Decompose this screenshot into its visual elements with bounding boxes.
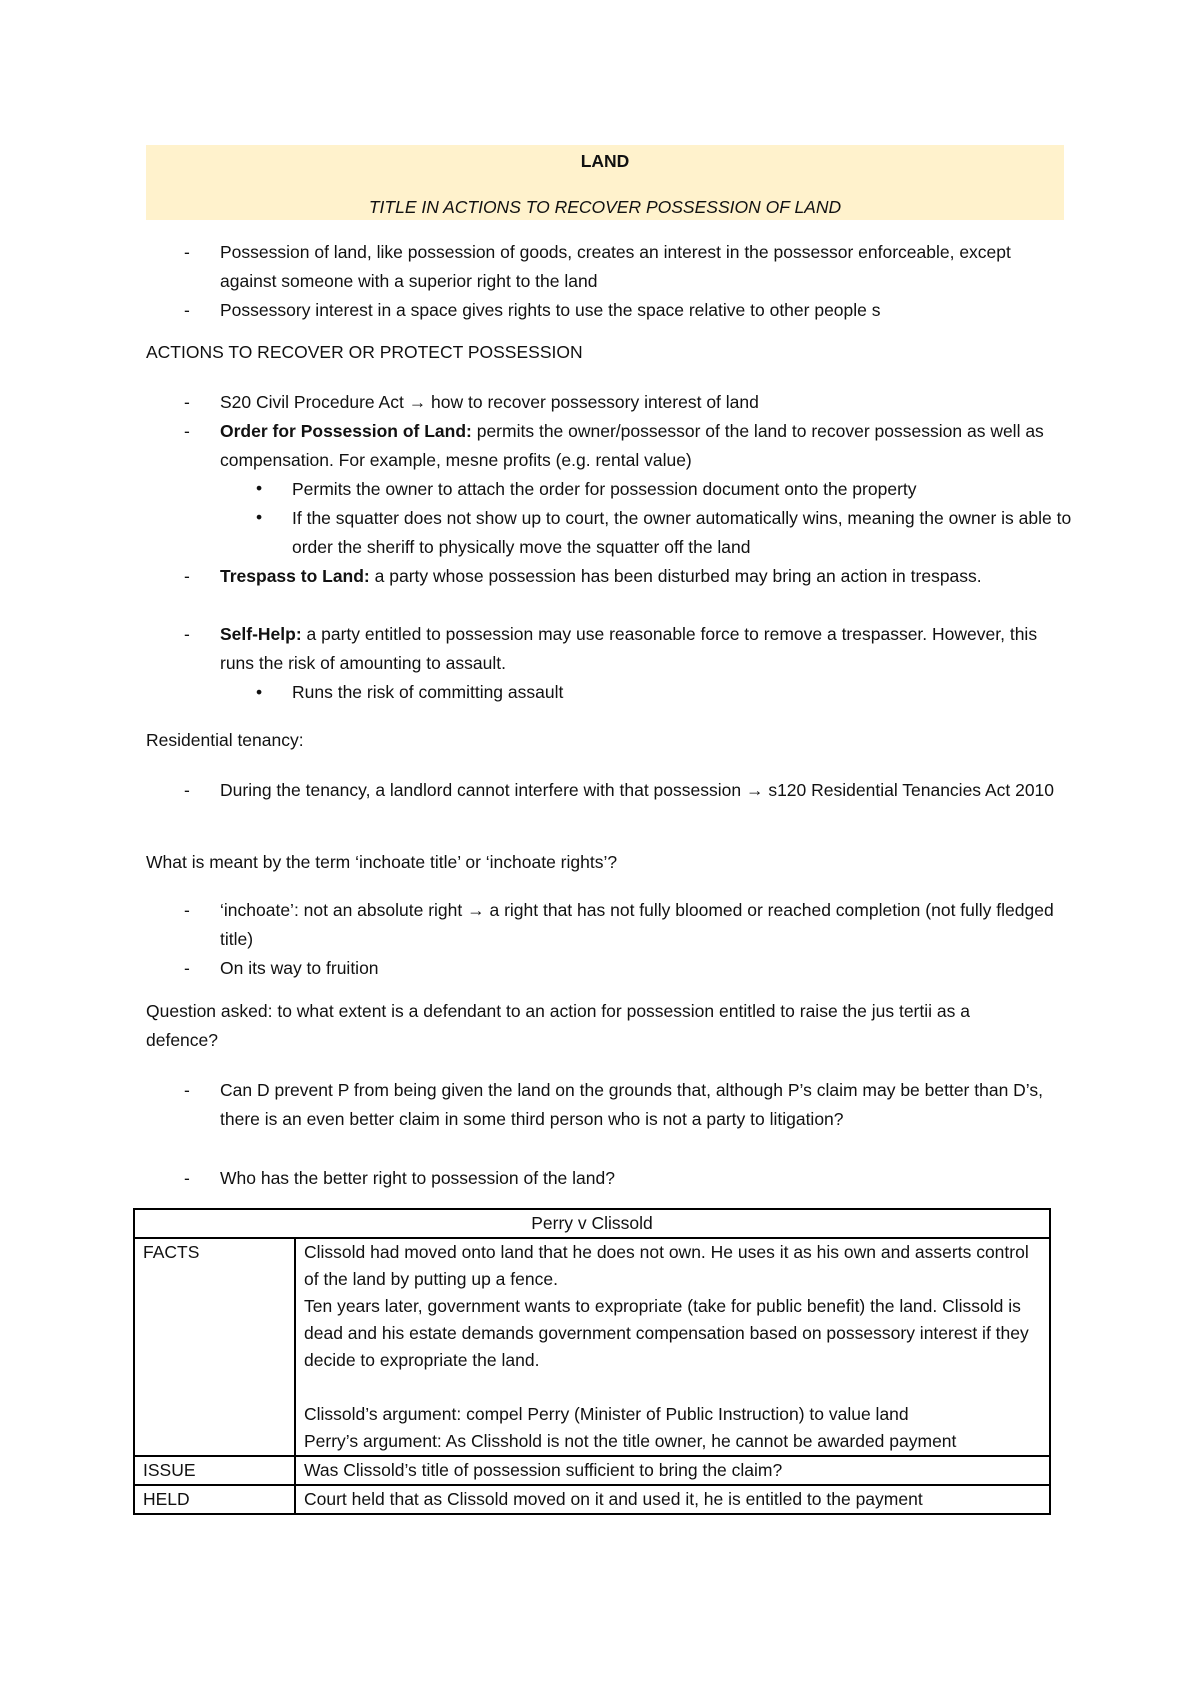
facts-label: FACTS bbox=[134, 1238, 295, 1456]
list-item bbox=[220, 562, 1070, 591]
dash-bullet: - bbox=[184, 392, 190, 412]
dash-bullet: - bbox=[184, 1080, 190, 1100]
fact-line: Clissold had moved onto land that he does not own. He uses it as his own and asserts control of the land by putting up a fence. bbox=[304, 1242, 1029, 1289]
case-title: Perry v Clissold bbox=[134, 1209, 1050, 1238]
spacer bbox=[304, 1374, 1041, 1401]
dash-bullet: - bbox=[184, 421, 190, 441]
term-bold: Trespass to Land: bbox=[220, 566, 370, 586]
list-item: During the tenancy, a landlord cannot interfere with that possession → s120 Residential Tenancies Act 2010 bbox=[220, 780, 1055, 800]
sub-list-item: Runs the risk of committing assault bbox=[292, 682, 564, 702]
dash-bullet: - bbox=[184, 958, 190, 978]
list-item: Who has the better right to possession of the land? bbox=[220, 1168, 615, 1188]
section-heading-actions: ACTIONS TO RECOVER OR PROTECT POSSESSION bbox=[146, 342, 583, 362]
dash-bullet: - bbox=[184, 624, 190, 644]
section-heading-residential: Residential tenancy: bbox=[146, 730, 304, 750]
sub-list-item: If the squatter does not show up to court, the owner automatically wins, meaning the owner is able to order the sheriff to physically move the squatter off the land bbox=[292, 508, 1072, 557]
sub-list-item: Permits the owner to attach the order for possession document onto the property bbox=[292, 479, 917, 499]
term-text: permits the owner/possessor of the land to recover possession as well as compensation. For example, mesne profits (e.g. rental value) bbox=[220, 421, 1044, 470]
fact-line: Ten years later, government wants to expropriate (take for public benefit) the land. Clissold is dead and his estate demands government compensation based on possessory interest if they decide to expropriate the land. bbox=[304, 1296, 1029, 1370]
dash-bullet: - bbox=[184, 1168, 190, 1188]
document-subtitle: TITLE IN ACTIONS TO RECOVER POSSESSION OF LAND bbox=[368, 197, 842, 217]
held-label: HELD bbox=[134, 1485, 295, 1514]
table-row bbox=[134, 1456, 1050, 1485]
list-item bbox=[220, 417, 1070, 475]
list-item: Possessory interest in a space gives rights to use the space relative to other people s bbox=[220, 300, 881, 320]
term-bold: Self-Help: bbox=[220, 624, 302, 644]
fact-line: Clissold’s argument: compel Perry (Minister of Public Instruction) to value land bbox=[304, 1404, 909, 1424]
held-cell: Court held that as Clissold moved on it and used it, he is entitled to the payment bbox=[295, 1485, 1050, 1514]
term-bold: Order for Possession of Land: bbox=[220, 421, 472, 441]
list-item: ‘inchoate’: not an absolute right → a right that has not fully bloomed or reached completion (not fully fledged title) bbox=[220, 900, 1054, 949]
section-heading-inchoate: What is meant by the term ‘inchoate title’ or ‘inchoate rights’? bbox=[146, 852, 618, 872]
dot-bullet: • bbox=[256, 507, 263, 527]
facts-cell bbox=[295, 1238, 1050, 1456]
dot-bullet: • bbox=[256, 478, 263, 498]
case-table bbox=[133, 1208, 1051, 1515]
table-row bbox=[134, 1238, 1050, 1456]
list-item: On its way to fruition bbox=[220, 958, 379, 978]
term-text: a party entitled to possession may use reasonable force to remove a trespasser. However, this runs the risk of amounting to assault. bbox=[220, 624, 1038, 673]
issue-label: ISSUE bbox=[134, 1456, 295, 1485]
dash-bullet: - bbox=[184, 900, 190, 920]
dash-bullet: - bbox=[184, 242, 190, 262]
list-item: S20 Civil Procedure Act → how to recover possessory interest of land bbox=[220, 392, 759, 412]
dash-bullet: - bbox=[184, 780, 190, 800]
list-item: Possession of land, like possession of goods, creates an interest in the possessor enforceable, except against someone with a superior right to the land bbox=[220, 242, 1011, 291]
term-text: a party whose possession has been disturbed may bring an action in trespass. bbox=[369, 566, 982, 586]
title-banner bbox=[146, 145, 1064, 220]
issue-cell: Was Clissold’s title of possession sufficient to bring the claim? bbox=[295, 1456, 1050, 1485]
dot-bullet: • bbox=[256, 682, 263, 702]
document-title: LAND bbox=[580, 151, 630, 171]
dash-bullet: - bbox=[184, 566, 190, 586]
table-row bbox=[134, 1209, 1050, 1238]
section-heading-question: Question asked: to what extent is a defendant to an action for possession entitled to raise the jus tertii as a defence? bbox=[146, 1001, 970, 1050]
table-row bbox=[134, 1485, 1050, 1514]
fact-line: Perry’s argument: As Clisshold is not the title owner, he cannot be awarded payment bbox=[304, 1431, 957, 1451]
dash-bullet: - bbox=[184, 300, 190, 320]
list-item: Can D prevent P from being given the land on the grounds that, although P’s claim may be better than D’s, there is an even better claim in some third person who is not a party to litigation? bbox=[220, 1080, 1043, 1129]
list-item bbox=[220, 620, 1070, 678]
